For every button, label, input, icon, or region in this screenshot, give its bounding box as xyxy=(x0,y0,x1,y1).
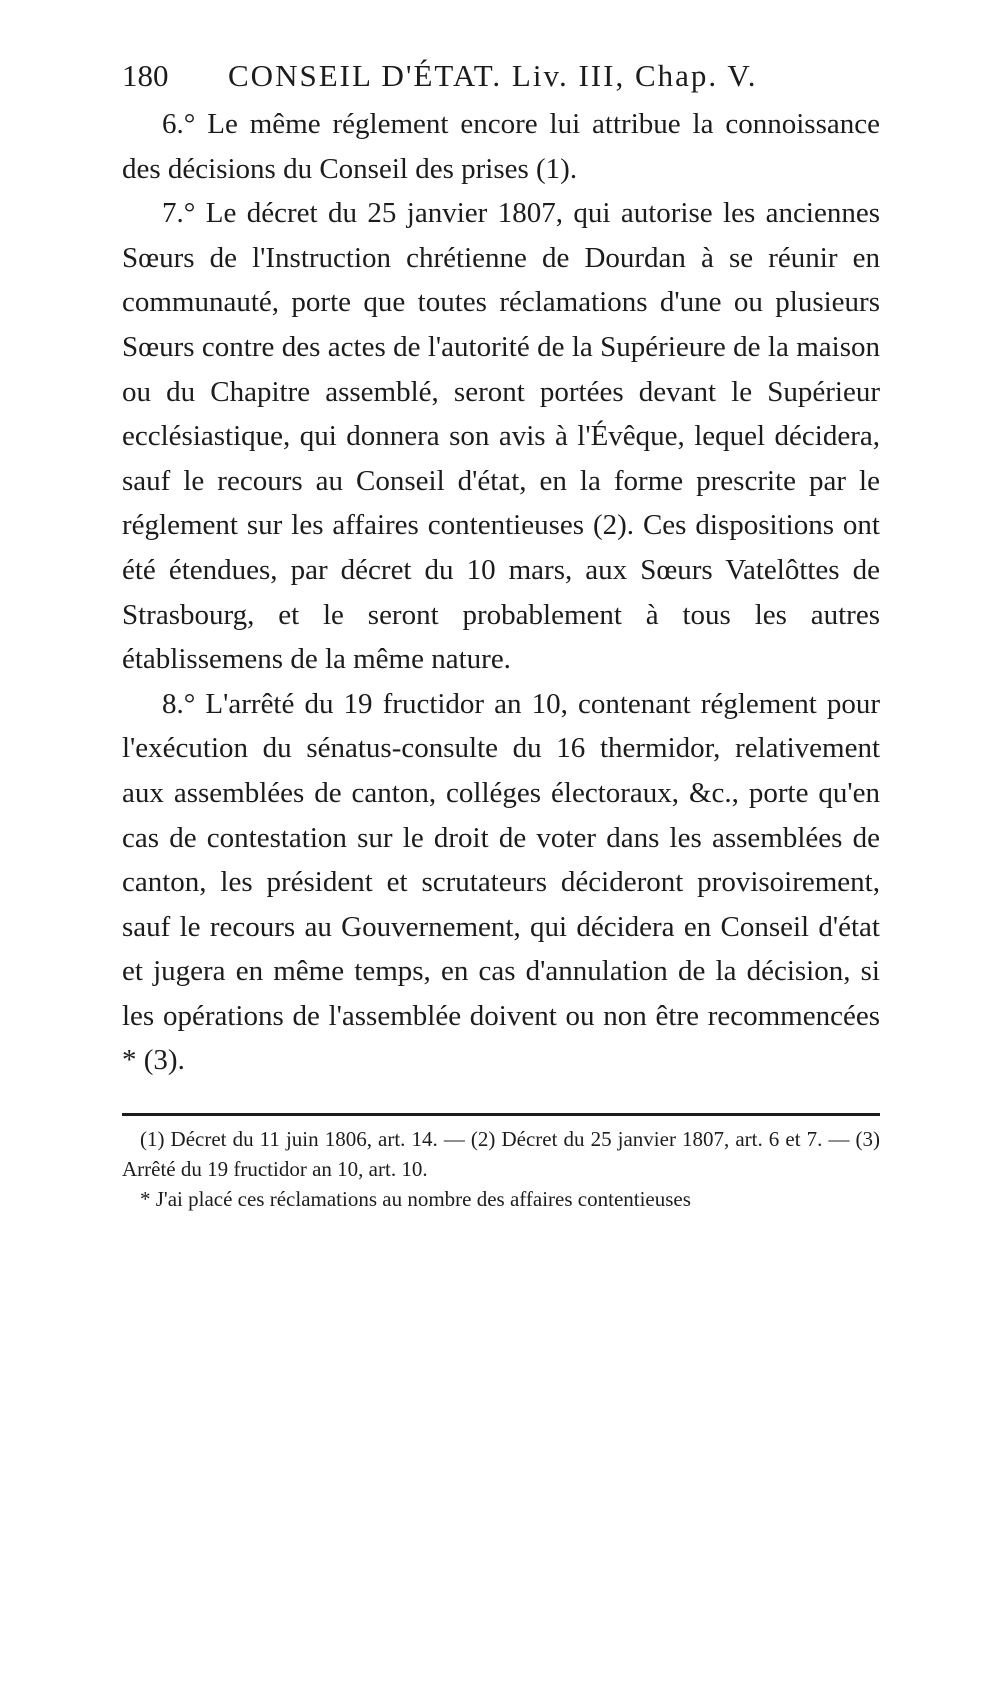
body-text xyxy=(122,102,880,1083)
paragraph-8: 8.° L'arrêté du 19 fructidor an 10, contenant réglement pour l'exécution du sénatus-consulte du 16 thermidor, relativement aux assemblées de canton, colléges électoraux, &c., porte qu'en cas de contestation sur le droit de voter dans les assemblées de canton, les président et scrutateurs décideront provisoirement, sauf le recours au Gouvernement, qui décidera en Conseil d'état et jugera en même temps, en cas d'annulation de la décision, si les opérations de l'assemblée doivent ou non être recommencées * (3). xyxy=(122,687,880,1077)
footnotes xyxy=(122,1124,880,1214)
footnote-asterisk: * J'ai placé ces réclamations au nombre des affaires contentieuses xyxy=(140,1187,691,1212)
paragraph-6: 6.° Le même réglement encore lui attribue la connoissance des décisions du Conseil des prises (1). xyxy=(122,108,880,185)
footnote-divider xyxy=(122,1113,880,1116)
paragraph-7: 7.° Le décret du 25 janvier 1807, qui autorise les anciennes Sœurs de l'Instruction chrétienne de Dourdan à se réunir en communauté, porte que toutes réclamations d'une ou plusieurs Sœurs contre des actes de l'autorité de la Supérieure de la maison ou du Chapitre assemblé, seront portées devant le Supérieur ecclésiastique, qui donnera son avis à l'Évêque, lequel décidera, sauf le recours au Conseil d'état, en la forme prescrite par le réglement sur les affaires contentieuses (2). Ces dispositions ont été étendues, par décret du 10 mars, aux Sœurs Vatelôttes de Strasbourg, et le seront probablement à tous les autres établissemens de la même nature. xyxy=(122,197,880,676)
page-header xyxy=(122,58,880,102)
running-title: CONSEIL D'ÉTAT. Liv. III, Chap. V. xyxy=(228,58,758,93)
page-number: 180 xyxy=(122,58,169,93)
footnote-references: (1) Décret du 11 juin 1806, art. 14. — (2) Décret du 25 janvier 1807, art. 6 et 7. — (3) Arrêté du 19 fructidor an 10, art. 10. xyxy=(122,1127,880,1182)
book-page xyxy=(122,58,880,1214)
